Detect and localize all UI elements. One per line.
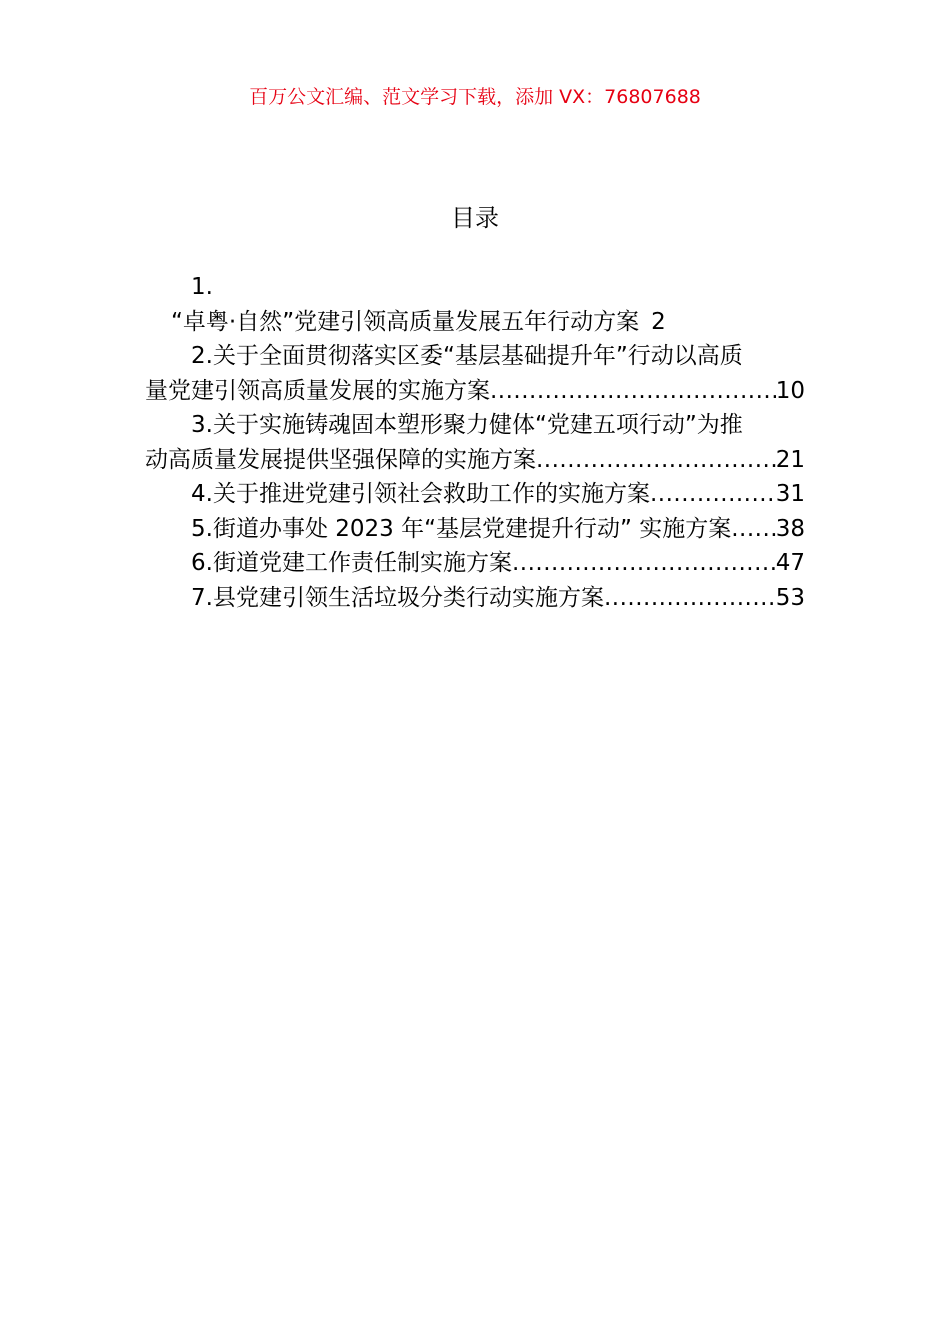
toc-entry-4[interactable] — [145, 477, 805, 512]
toc-leader-dots — [731, 512, 775, 547]
toc-entry-page: 47 — [775, 550, 805, 576]
toc-entry-2[interactable] — [145, 339, 805, 408]
toc-entry-title: 7.县党建引领生活垃圾分类行动实施方案 — [191, 584, 604, 611]
toc-entry-page: 53 — [775, 584, 805, 611]
toc-entry-title: 5.街道办事处 2023 年“基层党建提升行动” 实施方案 — [191, 515, 732, 542]
toc-entry-page: 31 — [775, 481, 805, 507]
toc-leader-dots — [536, 443, 776, 478]
toc-entry-6[interactable] — [145, 546, 805, 581]
toc-entry-page: 10 — [775, 377, 805, 404]
toc-entry-title-line2: 动高质量发展提供坚强保障的实施方案 — [145, 446, 536, 473]
toc-leader-dots — [512, 546, 776, 581]
header-banner: 百万公文汇编、范文学习下载，添加 VX：76807688 — [249, 86, 701, 108]
toc-entry-title: 4.关于推进党建引领社会救助工作的实施方案 — [191, 481, 650, 507]
toc-entry-1[interactable] — [145, 270, 805, 339]
toc-leader-dots — [490, 374, 776, 409]
toc-entry-title-line1: 3.关于实施铸魂固本塑形聚力健体“党建五项行动”为推 — [191, 412, 743, 438]
table-of-contents — [145, 270, 805, 615]
toc-entry-title: 6.街道党建工作责任制实施方案 — [191, 550, 512, 576]
toc-entry-3[interactable] — [145, 408, 805, 477]
toc-title: 目录 — [451, 204, 499, 232]
toc-leader-dots — [604, 581, 776, 616]
toc-leader-dots — [650, 477, 776, 512]
toc-entry-number: 1. — [191, 274, 213, 300]
toc-entry-title-line1: 2.关于全面贯彻落实区委“基层基础提升年”行动以高质 — [191, 343, 743, 369]
toc-entry-title: “卓粤·自然”党建引领高质量发展五年行动方案 — [171, 308, 640, 335]
toc-entry-5[interactable] — [145, 512, 805, 547]
toc-entry-page: 21 — [775, 446, 805, 473]
toc-entry-title-line2: 量党建引领高质量发展的实施方案 — [145, 377, 490, 404]
toc-entry-page: 38 — [775, 515, 805, 542]
toc-entry-page: 2 — [651, 308, 666, 335]
toc-entry-7[interactable] — [145, 581, 805, 616]
